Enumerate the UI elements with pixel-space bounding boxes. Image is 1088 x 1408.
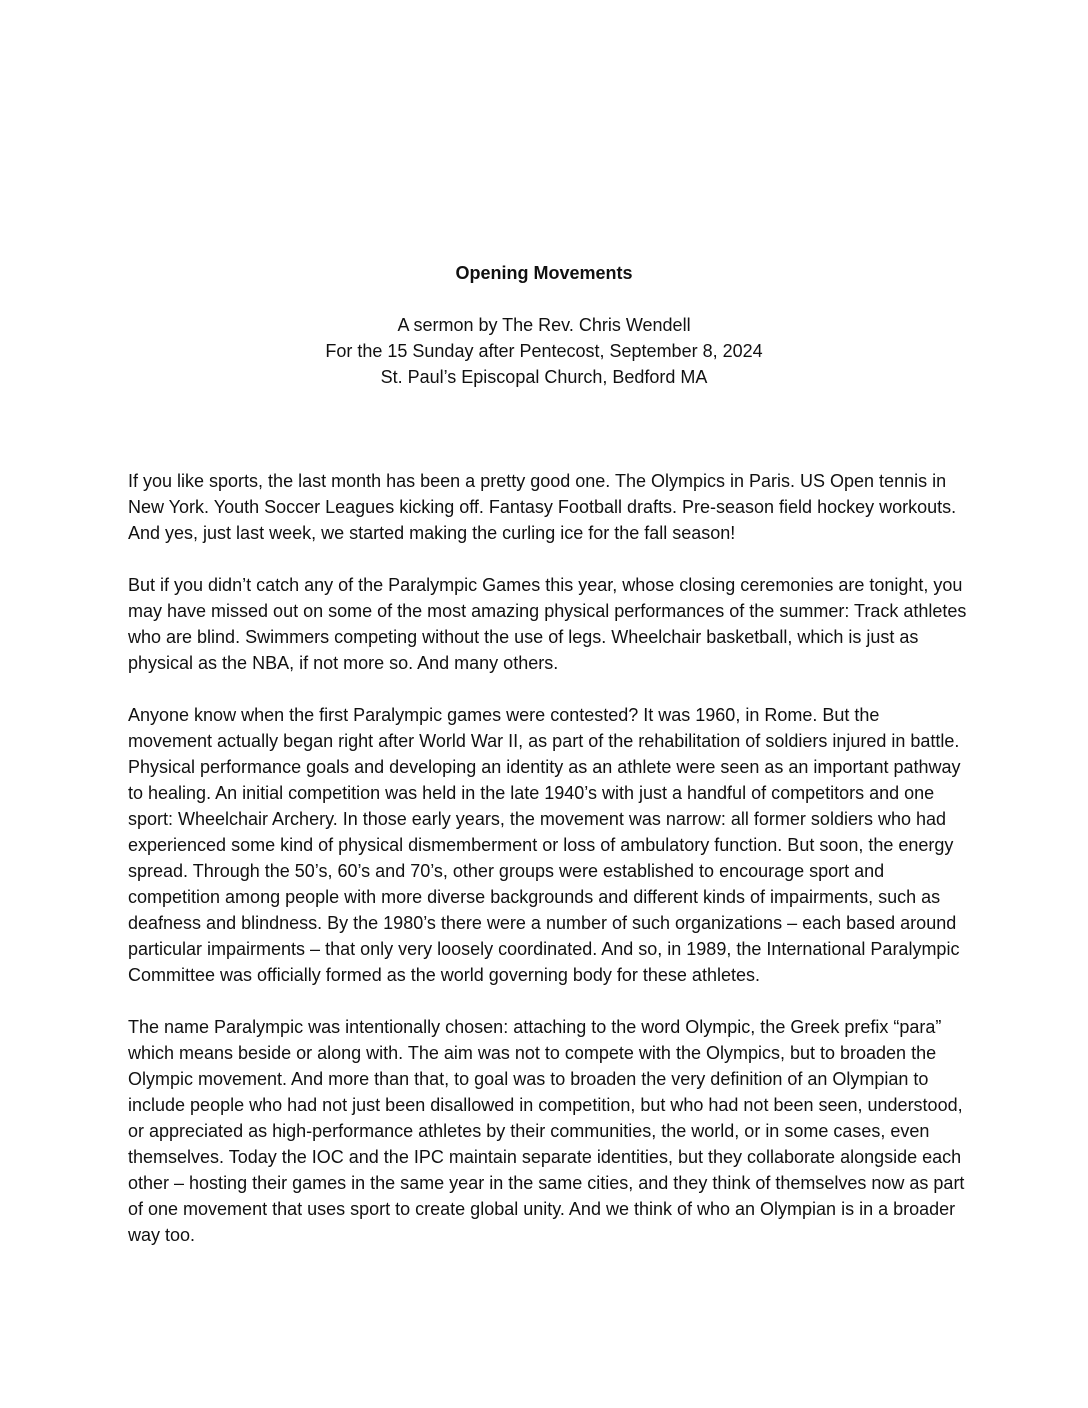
byline-occasion: For the 15 Sunday after Pentecost, September 8, 2024	[325, 341, 763, 361]
sermon-body	[128, 468, 968, 1274]
sermon-byline	[0, 312, 1088, 390]
document-title: Opening Movements	[455, 263, 633, 283]
byline-church: St. Paul’s Episcopal Church, Bedford MA	[380, 367, 708, 387]
paragraph: Anyone know when the first Paralympic games were contested? It was 1960, in Rome. But the movement actually began right after World War II, as part of the rehabilitation of soldiers injured in battle. Physical performance goals and developing an identity as an athlete were seen as an important pathway to healing. An initial competition was held in the late 1940’s with just a handful of competitors and one sport: Wheelchair Archery. In those early years, the movement was narrow: all former soldiers who had experienced some kind of physical dismemberment or loss of ambulatory function. But soon, the energy spread. Through the 50’s, 60’s and 70’s, other groups were established to encourage sport and competition among people with more diverse backgrounds and different kinds of impairments, such as deafness and blindness. By the 1980’s there were a number of such organizations – each based around particular impairments – that only very loosely coordinated. And so, in 1989, the International Paralympic Committee was officially formed as the world governing body for these athletes.	[128, 705, 961, 985]
paragraph: But if you didn’t catch any of the Paralympic Games this year, whose closing ceremonies are tonight, you may have missed out on some of the most amazing physical performances of the summer: Track athletes who are blind. Swimmers competing without the use of legs. Wheelchair basketball, which is just as physical as the NBA, if not more so. And many others.	[128, 575, 967, 673]
paragraph: If you like sports, the last month has been a pretty good one. The Olympics in Paris. US Open tennis in New York. Youth Soccer Leagues kicking off. Fantasy Football drafts. Pre-season field hockey workouts. And yes, just last week, we started making the curling ice for the fall season!	[128, 471, 957, 543]
byline-author: A sermon by The Rev. Chris Wendell	[397, 315, 691, 335]
paragraph: The name Paralympic was intentionally chosen: attaching to the word Olympic, the Greek prefix “para” which means beside or along with. The aim was not to compete with the Olympics, but to broaden the Olympic movement. And more than that, to goal was to broaden the very definition of an Olympian to include people who had not just been disallowed in competition, but who had not been seen, understood, or appreciated as high-performance athletes by their communities, the world, or in some cases, even themselves. Today the IOC and the IPC maintain separate identities, but they collaborate alongside each other – hosting their games in the same year in the same cities, and they think of themselves now as part of one movement that uses sport to create global unity. And we think of who an Olympian is in a broader way too.	[128, 1017, 965, 1245]
